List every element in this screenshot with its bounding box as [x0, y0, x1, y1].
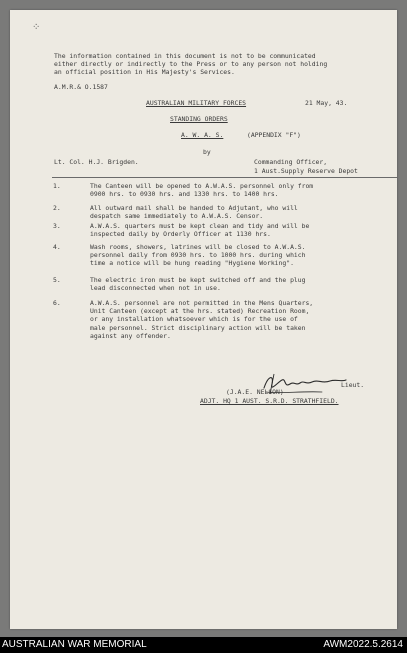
- order-number: 6.: [53, 299, 61, 307]
- header-rule: [52, 177, 398, 178]
- order-text: All outward mail shall be handed to Adjutant, who will despatch same immediately to A.W.A.S. Censor.: [90, 204, 298, 221]
- signature-role: ADJT. HQ 1 AUST. S.R.D. STRATHFIELD.: [200, 397, 339, 405]
- corner-mark: ⁘: [32, 22, 41, 33]
- footer-accession-number: AWM2022.5.2614: [323, 639, 403, 650]
- order-number: 2.: [53, 204, 61, 212]
- issuer-name: Lt. Col. H.J. Brigden.: [54, 158, 139, 166]
- order-number: 3.: [53, 222, 61, 230]
- order-text: Wash rooms, showers, latrines will be closed to A.W.A.S. personnel daily from 0930 hrs. to 1000 hrs. during which time a notice will be hung reading "Hygiene Working".: [90, 243, 306, 268]
- document-page: [10, 10, 397, 629]
- order-text: The electric iron must be kept switched off and the plug lead disconnected when not in use.: [90, 276, 306, 293]
- security-notice: The information contained in this document is not to be communicated either directly or indirectly to the Press or to any person not holding an official position in His Majesty's Services.: [54, 52, 328, 77]
- order-text: A.W.A.S. quarters must be kept clean and tidy and will be inspected daily by Orderly Officer at 1130 hrs.: [90, 222, 310, 239]
- order-number: 4.: [53, 243, 61, 251]
- footer-bar: [0, 637, 407, 653]
- order-number: 5.: [53, 276, 61, 284]
- service-label: A. W. A. S.: [181, 131, 224, 139]
- document-subheading: STANDING ORDERS: [170, 115, 228, 123]
- appendix-label: (APPENDIX "F"): [247, 131, 301, 139]
- document-date: 21 May, 43.: [305, 99, 348, 107]
- footer-institution: AUSTRALIAN WAR MEMORIAL: [2, 639, 147, 650]
- issuer-unit: 1 Aust.Supply Reserve Depot: [254, 167, 358, 175]
- signature-name: (J.A.E. NELSON): [226, 388, 284, 396]
- document-heading: AUSTRALIAN MILITARY FORCES: [146, 99, 247, 107]
- order-text: A.W.A.S. personnel are not permitted in the Mens Quarters, Unit Canteen (except at the hrs. stated) Recreation Room, or any installation whatsoever which is for the use of male personnel. Strict disciplinary action will be taken against any offender.: [90, 299, 314, 340]
- signature-rank: Lieut.: [341, 381, 365, 389]
- by-label: by: [203, 148, 211, 156]
- order-number: 1.: [53, 182, 61, 190]
- issuer-title: Commanding Officer,: [254, 158, 328, 166]
- order-text: The Canteen will be opened to A.W.A.S. personnel only from 0900 hrs. to 0930 hrs. and 1330 hrs. to 1400 hrs.: [90, 182, 314, 199]
- reference-number: A.M.R.& O.1587: [54, 83, 108, 91]
